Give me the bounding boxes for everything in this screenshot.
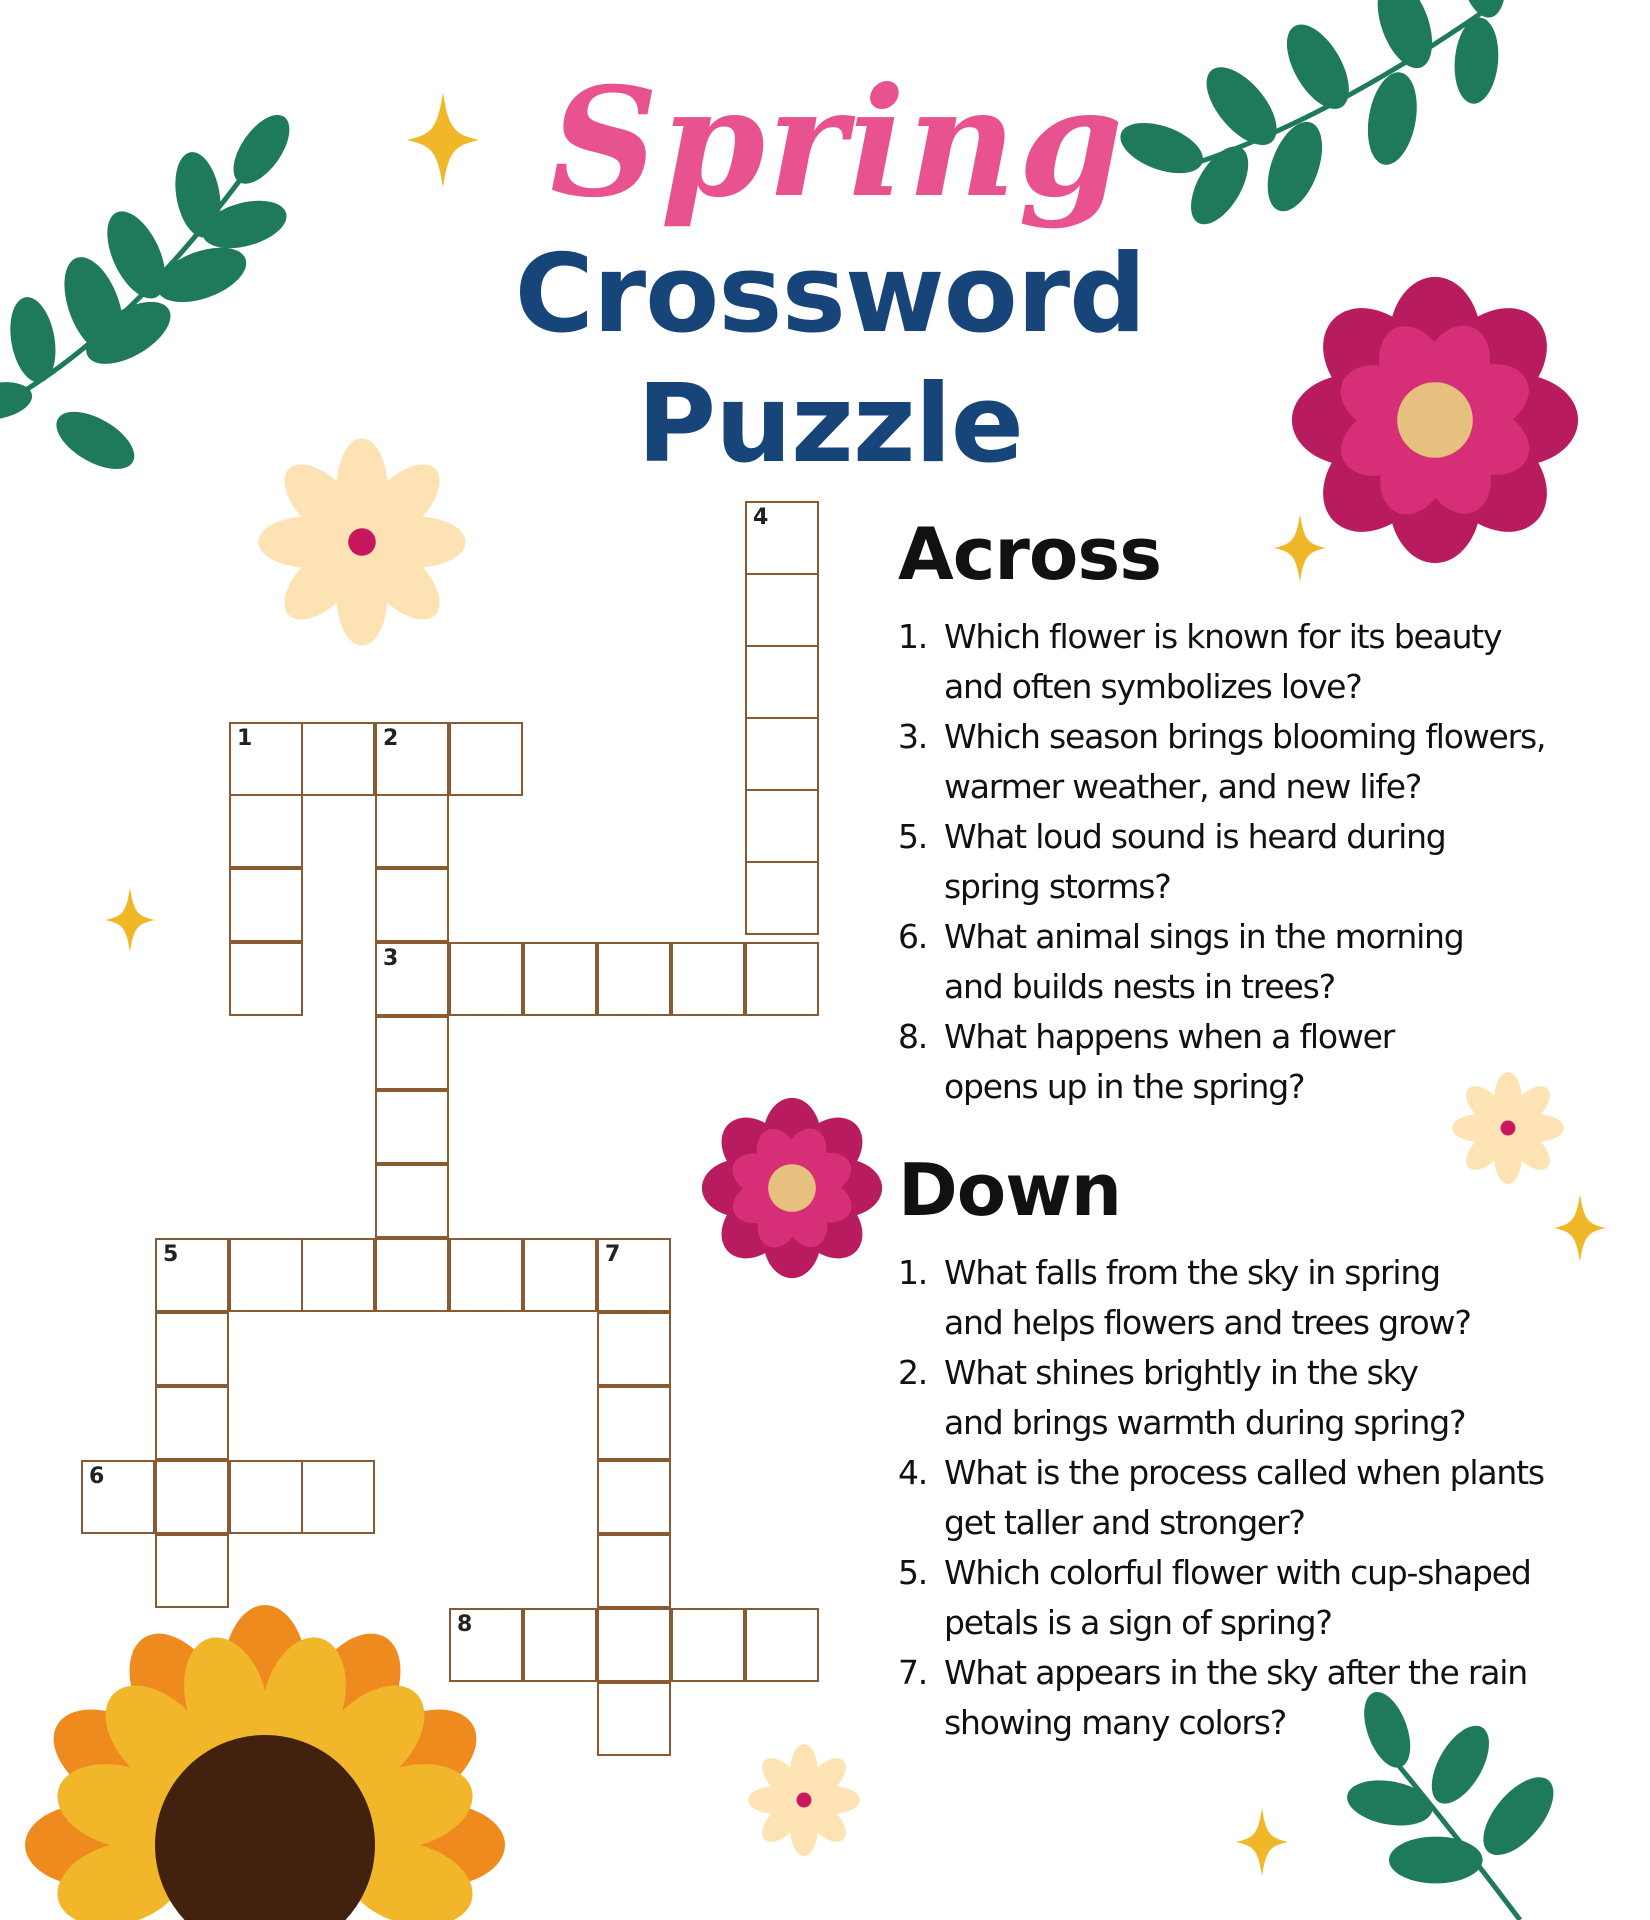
across-clue-list bbox=[898, 612, 1598, 1112]
clue-number: 5. bbox=[898, 1553, 928, 1592]
grid-cell[interactable] bbox=[229, 794, 303, 868]
clue-text: spring storms? bbox=[944, 867, 1171, 906]
grid-cell[interactable] bbox=[745, 861, 819, 935]
clue-text: What appears in the sky after the rain bbox=[944, 1653, 1527, 1692]
clue-text: What loud sound is heard during bbox=[944, 817, 1446, 856]
clue-text: Which colorful flower with cup-shaped bbox=[944, 1553, 1531, 1592]
down-heading: Down bbox=[898, 1148, 1122, 1232]
grid-cell[interactable] bbox=[745, 942, 819, 1016]
sparkle-icon bbox=[407, 92, 480, 187]
grid-cell[interactable] bbox=[671, 1608, 745, 1682]
clue-text: What happens when a flower bbox=[944, 1017, 1395, 1056]
page-title: Crossword Puzzle bbox=[514, 232, 1146, 487]
clue-text: Which flower is known for its beauty bbox=[944, 617, 1502, 656]
grid-cell[interactable] bbox=[449, 942, 523, 1016]
clue-text: What falls from the sky in spring bbox=[944, 1253, 1440, 1292]
clue-number-4: 4 bbox=[753, 505, 769, 530]
clue-text: opens up in the spring? bbox=[944, 1067, 1305, 1106]
grid-cell[interactable] bbox=[375, 794, 449, 868]
clue-text: What is the process called when plants bbox=[944, 1453, 1544, 1492]
grid-cell[interactable] bbox=[229, 868, 303, 942]
grid-cell[interactable] bbox=[155, 1238, 229, 1312]
grid-cell[interactable] bbox=[671, 942, 745, 1016]
grid-cell[interactable] bbox=[523, 1608, 597, 1682]
grid-cell[interactable] bbox=[375, 1238, 449, 1312]
grid-cell[interactable] bbox=[597, 1682, 671, 1756]
grid-cell[interactable] bbox=[597, 1312, 671, 1386]
clue-text: Which season brings blooming flowers, bbox=[944, 717, 1546, 756]
grid-cell[interactable] bbox=[745, 501, 819, 575]
grid-cell[interactable] bbox=[597, 1608, 671, 1682]
clue-item bbox=[898, 1648, 1598, 1748]
clue-item bbox=[898, 612, 1598, 712]
grid-cell[interactable] bbox=[597, 1460, 671, 1534]
clue-item bbox=[898, 1348, 1598, 1448]
clue-text: and brings warmth during spring? bbox=[944, 1403, 1466, 1442]
grid-cell[interactable] bbox=[597, 1238, 671, 1312]
grid-cell[interactable] bbox=[229, 1238, 303, 1312]
grid-cell[interactable] bbox=[301, 722, 375, 796]
clue-number: 2. bbox=[898, 1353, 928, 1392]
leaf-branch-icon bbox=[1114, 0, 1512, 234]
grid-cell[interactable] bbox=[375, 1090, 449, 1164]
magenta-flower-icon bbox=[702, 1098, 882, 1278]
grid-cell[interactable] bbox=[745, 717, 819, 791]
clue-item bbox=[898, 912, 1598, 1012]
clue-number-2: 2 bbox=[383, 726, 399, 751]
grid-cell[interactable] bbox=[229, 1460, 303, 1534]
grid-cell[interactable] bbox=[449, 722, 523, 796]
clue-item bbox=[898, 712, 1598, 812]
grid-cell[interactable] bbox=[375, 942, 449, 1016]
grid-cell[interactable] bbox=[745, 573, 819, 647]
grid-cell[interactable] bbox=[745, 1608, 819, 1682]
clue-number: 8. bbox=[898, 1017, 928, 1056]
grid-cell[interactable] bbox=[155, 1386, 229, 1460]
clue-number-6: 6 bbox=[89, 1464, 105, 1489]
sparkle-icon bbox=[1274, 514, 1326, 582]
clue-number: 3. bbox=[898, 717, 928, 756]
clue-number: 6. bbox=[898, 917, 928, 956]
grid-cell[interactable] bbox=[597, 1534, 671, 1608]
clue-number: 1. bbox=[898, 1253, 928, 1292]
across-heading: Across bbox=[898, 512, 1162, 596]
grid-cell[interactable] bbox=[81, 1460, 155, 1534]
clue-number-7: 7 bbox=[605, 1242, 621, 1267]
clue-text: What shines brightly in the sky bbox=[944, 1353, 1418, 1392]
clue-number: 4. bbox=[898, 1453, 928, 1492]
grid-cell[interactable] bbox=[745, 789, 819, 863]
grid-cell[interactable] bbox=[229, 942, 303, 1016]
grid-cell[interactable] bbox=[155, 1312, 229, 1386]
title-script: Spring bbox=[550, 55, 1126, 231]
grid-cell[interactable] bbox=[449, 1608, 523, 1682]
grid-cell[interactable] bbox=[155, 1460, 229, 1534]
clue-text: showing many colors? bbox=[944, 1703, 1287, 1742]
clue-text: petals is a sign of spring? bbox=[944, 1603, 1332, 1642]
grid-cell[interactable] bbox=[523, 1238, 597, 1312]
grid-cell[interactable] bbox=[155, 1534, 229, 1608]
clue-number-3: 3 bbox=[383, 946, 399, 971]
grid-cell[interactable] bbox=[745, 645, 819, 719]
grid-cell[interactable] bbox=[523, 942, 597, 1016]
clue-item bbox=[898, 1248, 1598, 1348]
grid-cell[interactable] bbox=[301, 1238, 375, 1312]
pale-flower-icon bbox=[748, 1744, 860, 1856]
sparkle-icon bbox=[1236, 1808, 1288, 1876]
clue-text: and builds nests in trees? bbox=[944, 967, 1335, 1006]
clue-number-1: 1 bbox=[237, 726, 253, 751]
clue-number-8: 8 bbox=[457, 1612, 473, 1637]
clue-text: What animal sings in the morning bbox=[944, 917, 1464, 956]
grid-cell[interactable] bbox=[375, 722, 449, 796]
sparkle-icon bbox=[105, 888, 154, 953]
down-clue-list bbox=[898, 1248, 1598, 1748]
grid-cell[interactable] bbox=[375, 1016, 449, 1090]
clue-item bbox=[898, 1548, 1598, 1648]
clue-text: get taller and stronger? bbox=[944, 1503, 1305, 1542]
leaf-branch-icon bbox=[0, 106, 300, 481]
grid-cell[interactable] bbox=[301, 1460, 375, 1534]
clue-number: 7. bbox=[898, 1653, 928, 1692]
clue-text: warmer weather, and new life? bbox=[944, 767, 1422, 806]
grid-cell[interactable] bbox=[449, 1238, 523, 1312]
clue-number: 1. bbox=[898, 617, 928, 656]
clue-item bbox=[898, 1012, 1598, 1112]
clue-number: 5. bbox=[898, 817, 928, 856]
clue-text: and often symbolizes love? bbox=[944, 667, 1362, 706]
magenta-flower-icon bbox=[1292, 277, 1578, 563]
grid-cell[interactable] bbox=[375, 868, 449, 942]
clue-text: and helps flowers and trees grow? bbox=[944, 1303, 1471, 1342]
grid-cell[interactable] bbox=[229, 722, 303, 796]
grid-cell[interactable] bbox=[597, 1386, 671, 1460]
grid-cell[interactable] bbox=[597, 942, 671, 1016]
grid-cell[interactable] bbox=[375, 1164, 449, 1238]
clue-item bbox=[898, 812, 1598, 912]
sunflower-icon bbox=[25, 1605, 505, 1920]
clue-number-5: 5 bbox=[163, 1242, 179, 1267]
clue-item bbox=[898, 1448, 1598, 1548]
